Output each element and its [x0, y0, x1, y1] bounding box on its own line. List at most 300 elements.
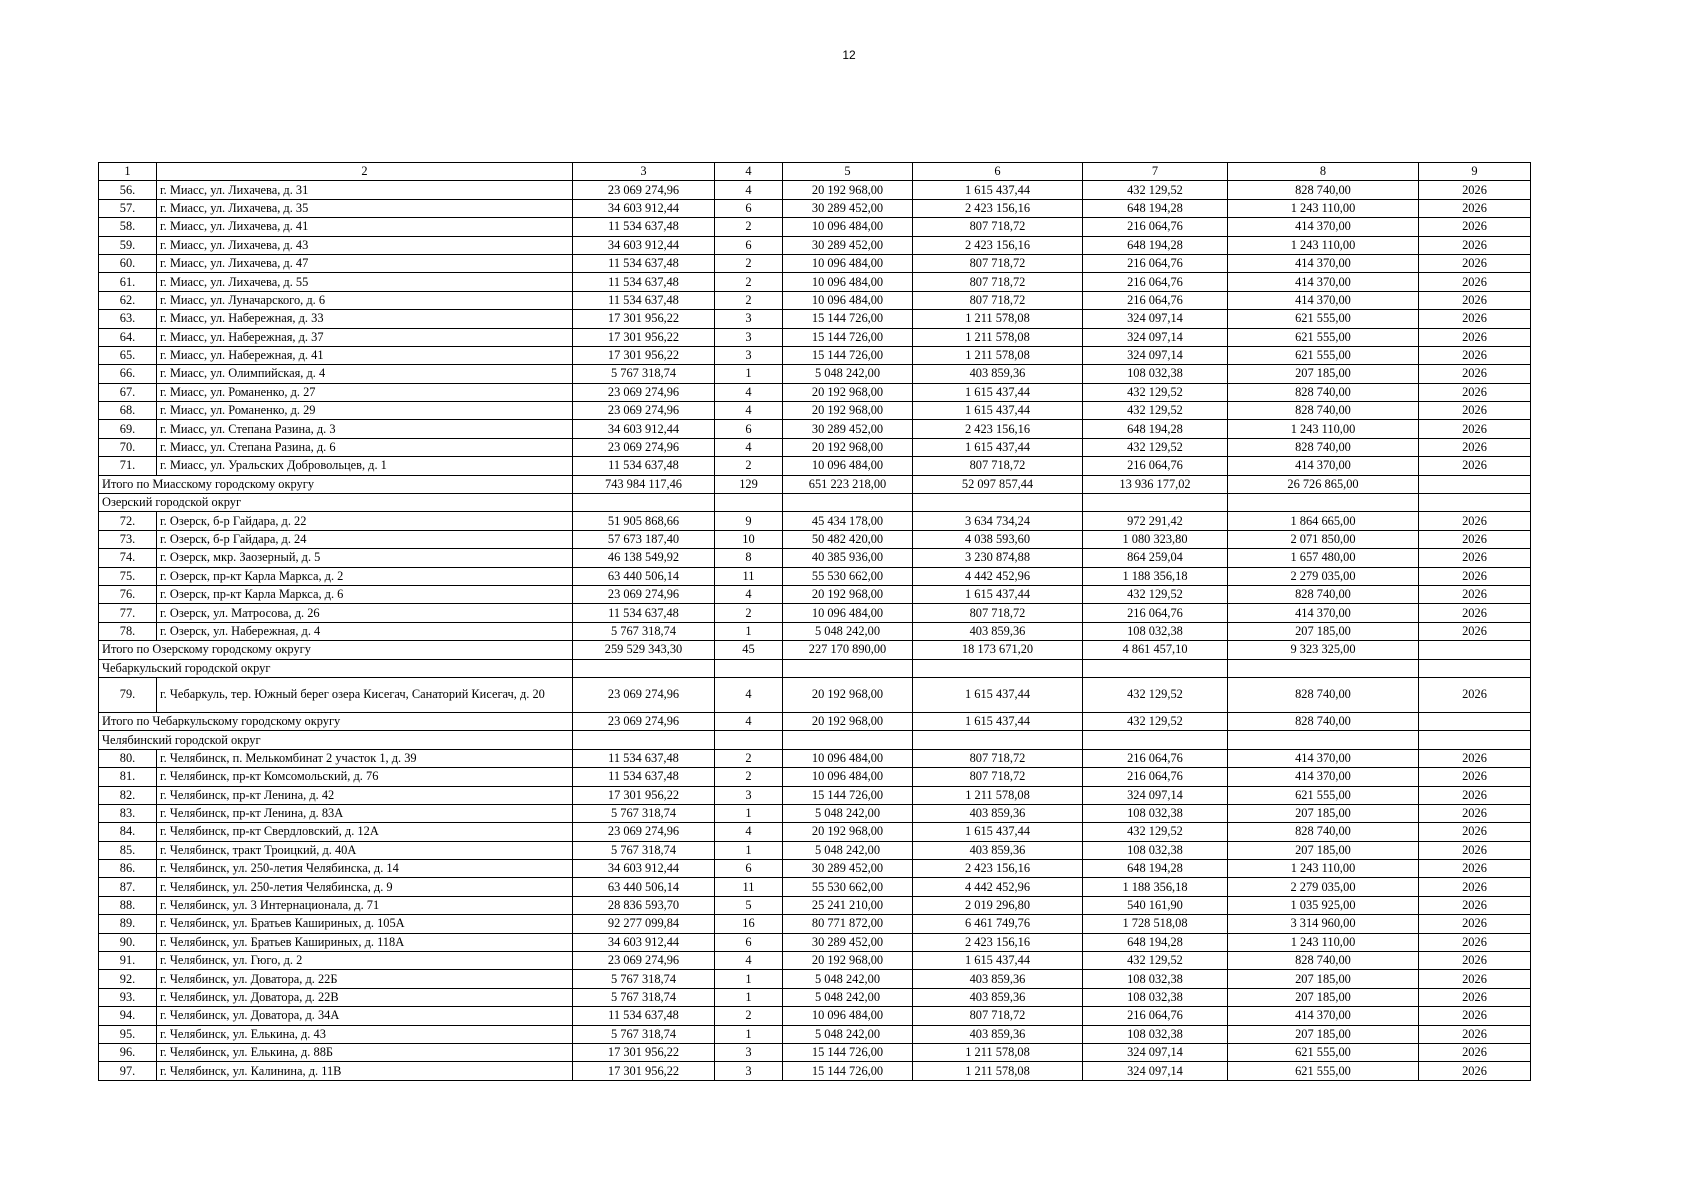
total-value-cell [1419, 641, 1531, 659]
total-value-cell: 743 984 117,46 [573, 475, 715, 493]
total-value-cell: 26 726 865,00 [1228, 475, 1419, 493]
row-number-cell: 91. [99, 952, 157, 970]
header-cell: 5 [783, 163, 913, 181]
value-cell: 34 603 912,44 [573, 860, 715, 878]
value-cell: 51 905 868,66 [573, 512, 715, 530]
value-cell: 324 097,14 [1083, 328, 1228, 346]
value-cell: 2 [715, 291, 783, 309]
empty-cell [573, 659, 715, 677]
row-number-cell: 62. [99, 291, 157, 309]
value-cell: 45 434 178,00 [783, 512, 913, 530]
row-number-cell: 77. [99, 604, 157, 622]
value-cell: 1 [715, 804, 783, 822]
table-row [99, 273, 1531, 291]
table-row [99, 604, 1531, 622]
value-cell: 1 615 437,44 [913, 181, 1083, 199]
value-cell: 5 767 318,74 [573, 804, 715, 822]
value-cell: 1 615 437,44 [913, 383, 1083, 401]
value-cell: 828 740,00 [1228, 677, 1419, 712]
value-cell: 414 370,00 [1228, 218, 1419, 236]
table-row [99, 915, 1531, 933]
value-cell: 414 370,00 [1228, 291, 1419, 309]
table-row [99, 457, 1531, 475]
value-cell: 648 194,28 [1083, 236, 1228, 254]
total-value-cell [1419, 712, 1531, 730]
value-cell: 2026 [1419, 530, 1531, 548]
value-cell: 15 144 726,00 [783, 1043, 913, 1061]
address-cell: г. Челябинск, ул. Елькина, д. 88Б [157, 1043, 573, 1061]
value-cell: 2 423 156,16 [913, 236, 1083, 254]
row-number-cell: 75. [99, 567, 157, 585]
value-cell: 2026 [1419, 346, 1531, 364]
total-value-cell: 828 740,00 [1228, 712, 1419, 730]
value-cell: 23 069 274,96 [573, 585, 715, 603]
address-cell: г. Челябинск, ул. 250-летия Челябинска, д. 14 [157, 860, 573, 878]
value-cell: 1 [715, 1025, 783, 1043]
value-cell: 10 096 484,00 [783, 768, 913, 786]
table-row [99, 970, 1531, 988]
total-label: Итого по Чебаркульскому городскому округу [99, 712, 573, 730]
value-cell: 414 370,00 [1228, 768, 1419, 786]
empty-cell [913, 659, 1083, 677]
section-title: Чебаркульский городской округ [99, 659, 573, 677]
row-number-cell: 74. [99, 549, 157, 567]
table-row [99, 952, 1531, 970]
value-cell: 324 097,14 [1083, 310, 1228, 328]
value-cell: 432 129,52 [1083, 585, 1228, 603]
table-row [99, 291, 1531, 309]
row-number-cell: 56. [99, 181, 157, 199]
value-cell: 55 530 662,00 [783, 567, 913, 585]
value-cell: 40 385 936,00 [783, 549, 913, 567]
total-row [99, 641, 1531, 659]
value-cell: 648 194,28 [1083, 199, 1228, 217]
value-cell: 20 192 968,00 [783, 438, 913, 456]
value-cell: 1 615 437,44 [913, 438, 1083, 456]
address-cell: г. Челябинск, пр-кт Комсомольский, д. 76 [157, 768, 573, 786]
value-cell: 1 243 110,00 [1228, 420, 1419, 438]
value-cell: 621 555,00 [1228, 1043, 1419, 1061]
table-row [99, 383, 1531, 401]
value-cell: 2 423 156,16 [913, 199, 1083, 217]
row-number-cell: 83. [99, 804, 157, 822]
value-cell: 1 211 578,08 [913, 786, 1083, 804]
value-cell: 3 314 960,00 [1228, 915, 1419, 933]
value-cell: 432 129,52 [1083, 402, 1228, 420]
address-cell: г. Челябинск, ул. Братьев Кашириных, д. 118А [157, 933, 573, 951]
address-cell: г. Челябинск, ул. 3 Интернационала, д. 71 [157, 896, 573, 914]
value-cell: 30 289 452,00 [783, 420, 913, 438]
value-cell: 2 [715, 254, 783, 272]
value-cell: 807 718,72 [913, 291, 1083, 309]
value-cell: 414 370,00 [1228, 604, 1419, 622]
row-number-cell: 61. [99, 273, 157, 291]
value-cell: 4 [715, 585, 783, 603]
address-cell: г. Миасс, ул. Уральских Добровольцев, д. 1 [157, 457, 573, 475]
value-cell: 20 192 968,00 [783, 952, 913, 970]
header-cell: 1 [99, 163, 157, 181]
value-cell: 2026 [1419, 365, 1531, 383]
value-cell: 5 [715, 896, 783, 914]
value-cell: 8 [715, 549, 783, 567]
table-row [99, 420, 1531, 438]
address-cell: г. Миасс, ул. Романенко, д. 27 [157, 383, 573, 401]
empty-cell [1419, 731, 1531, 749]
value-cell: 17 301 956,22 [573, 1062, 715, 1080]
empty-cell [913, 731, 1083, 749]
value-cell: 2 [715, 768, 783, 786]
address-cell: г. Миасс, ул. Лихачева, д. 41 [157, 218, 573, 236]
table-row [99, 549, 1531, 567]
table-row [99, 1007, 1531, 1025]
value-cell: 207 185,00 [1228, 1025, 1419, 1043]
value-cell: 621 555,00 [1228, 328, 1419, 346]
row-number-cell: 78. [99, 622, 157, 640]
value-cell: 2 [715, 1007, 783, 1025]
value-cell: 23 069 274,96 [573, 677, 715, 712]
header-cell: 7 [1083, 163, 1228, 181]
value-cell: 6 [715, 199, 783, 217]
value-cell: 864 259,04 [1083, 549, 1228, 567]
value-cell: 20 192 968,00 [783, 383, 913, 401]
value-cell: 2026 [1419, 1025, 1531, 1043]
empty-cell [1083, 731, 1228, 749]
row-number-cell: 80. [99, 749, 157, 767]
empty-cell [715, 659, 783, 677]
address-cell: г. Миасс, ул. Набережная, д. 37 [157, 328, 573, 346]
value-cell: 11 534 637,48 [573, 1007, 715, 1025]
address-cell: г. Озерск, б-р Гайдара, д. 22 [157, 512, 573, 530]
value-cell: 10 096 484,00 [783, 1007, 913, 1025]
address-cell: г. Миасс, ул. Набережная, д. 41 [157, 346, 573, 364]
address-cell: г. Миасс, ул. Степана Разина, д. 3 [157, 420, 573, 438]
value-cell: 4 [715, 823, 783, 841]
address-cell: г. Озерск, ул. Матросова, д. 26 [157, 604, 573, 622]
value-cell: 1 [715, 365, 783, 383]
value-cell: 2026 [1419, 549, 1531, 567]
value-cell: 108 032,38 [1083, 365, 1228, 383]
value-cell: 28 836 593,70 [573, 896, 715, 914]
data-table [98, 162, 1531, 1081]
empty-cell [715, 731, 783, 749]
value-cell: 2026 [1419, 310, 1531, 328]
value-cell: 2026 [1419, 604, 1531, 622]
empty-cell [1083, 494, 1228, 512]
value-cell: 4 442 452,96 [913, 567, 1083, 585]
value-cell: 1 615 437,44 [913, 952, 1083, 970]
value-cell: 432 129,52 [1083, 438, 1228, 456]
table-row [99, 768, 1531, 786]
value-cell: 216 064,76 [1083, 457, 1228, 475]
value-cell: 828 740,00 [1228, 181, 1419, 199]
value-cell: 1 243 110,00 [1228, 933, 1419, 951]
value-cell: 63 440 506,14 [573, 567, 715, 585]
value-cell: 80 771 872,00 [783, 915, 913, 933]
value-cell: 57 673 187,40 [573, 530, 715, 548]
value-cell: 3 [715, 328, 783, 346]
value-cell: 1 [715, 988, 783, 1006]
row-number-cell: 96. [99, 1043, 157, 1061]
value-cell: 34 603 912,44 [573, 236, 715, 254]
empty-cell [573, 731, 715, 749]
value-cell: 34 603 912,44 [573, 199, 715, 217]
value-cell: 207 185,00 [1228, 365, 1419, 383]
table-row [99, 841, 1531, 859]
value-cell: 403 859,36 [913, 1025, 1083, 1043]
value-cell: 2026 [1419, 1062, 1531, 1080]
value-cell: 20 192 968,00 [783, 181, 913, 199]
value-cell: 10 096 484,00 [783, 604, 913, 622]
value-cell: 4 442 452,96 [913, 878, 1083, 896]
value-cell: 6 461 749,76 [913, 915, 1083, 933]
value-cell: 4 [715, 181, 783, 199]
total-row [99, 712, 1531, 730]
empty-cell [913, 494, 1083, 512]
value-cell: 10 096 484,00 [783, 273, 913, 291]
value-cell: 30 289 452,00 [783, 933, 913, 951]
value-cell: 17 301 956,22 [573, 328, 715, 346]
value-cell: 207 185,00 [1228, 841, 1419, 859]
value-cell: 11 534 637,48 [573, 254, 715, 272]
row-number-cell: 87. [99, 878, 157, 896]
value-cell: 2026 [1419, 328, 1531, 346]
table-row [99, 236, 1531, 254]
table-row [99, 1025, 1531, 1043]
value-cell: 414 370,00 [1228, 1007, 1419, 1025]
section-title: Озерский городской округ [99, 494, 573, 512]
address-cell: г. Челябинск, пр-кт Ленина, д. 83А [157, 804, 573, 822]
row-number-cell: 86. [99, 860, 157, 878]
value-cell: 63 440 506,14 [573, 878, 715, 896]
value-cell: 2026 [1419, 860, 1531, 878]
total-value-cell: 651 223 218,00 [783, 475, 913, 493]
empty-cell [1419, 494, 1531, 512]
row-number-cell: 76. [99, 585, 157, 603]
value-cell: 2026 [1419, 254, 1531, 272]
value-cell: 216 064,76 [1083, 1007, 1228, 1025]
table-row [99, 310, 1531, 328]
value-cell: 5 767 318,74 [573, 1025, 715, 1043]
value-cell: 621 555,00 [1228, 310, 1419, 328]
value-cell: 20 192 968,00 [783, 677, 913, 712]
table-row [99, 438, 1531, 456]
value-cell: 1 615 437,44 [913, 402, 1083, 420]
table-row [99, 402, 1531, 420]
empty-cell [1228, 659, 1419, 677]
header-cell: 3 [573, 163, 715, 181]
value-cell: 216 064,76 [1083, 749, 1228, 767]
total-value-cell: 52 097 857,44 [913, 475, 1083, 493]
value-cell: 807 718,72 [913, 254, 1083, 272]
row-number-cell: 68. [99, 402, 157, 420]
page-number: 12 [842, 48, 856, 62]
value-cell: 2026 [1419, 786, 1531, 804]
table-row [99, 585, 1531, 603]
value-cell: 432 129,52 [1083, 677, 1228, 712]
value-cell: 25 241 210,00 [783, 896, 913, 914]
table-row [99, 933, 1531, 951]
address-cell: г. Челябинск, тракт Троицкий, д. 40А [157, 841, 573, 859]
total-value-cell: 9 323 325,00 [1228, 641, 1419, 659]
value-cell: 10 096 484,00 [783, 457, 913, 475]
value-cell: 15 144 726,00 [783, 346, 913, 364]
total-label: Итого по Озерскому городскому округу [99, 641, 573, 659]
address-cell: г. Чебаркуль, тер. Южный берег озера Кисегач, Санаторий Кисегач, д. 20 [157, 677, 573, 712]
value-cell: 11 534 637,48 [573, 768, 715, 786]
value-cell: 807 718,72 [913, 218, 1083, 236]
value-cell: 17 301 956,22 [573, 786, 715, 804]
value-cell: 2026 [1419, 970, 1531, 988]
empty-cell [783, 731, 913, 749]
value-cell: 5 048 242,00 [783, 804, 913, 822]
value-cell: 807 718,72 [913, 273, 1083, 291]
value-cell: 1 243 110,00 [1228, 236, 1419, 254]
value-cell: 216 064,76 [1083, 768, 1228, 786]
value-cell: 2026 [1419, 438, 1531, 456]
value-cell: 10 096 484,00 [783, 749, 913, 767]
address-cell: г. Миасс, ул. Лихачева, д. 47 [157, 254, 573, 272]
header-cell: 9 [1419, 163, 1531, 181]
value-cell: 11 534 637,48 [573, 457, 715, 475]
value-cell: 3 [715, 310, 783, 328]
empty-cell [1228, 731, 1419, 749]
value-cell: 1 035 925,00 [1228, 896, 1419, 914]
address-cell: г. Челябинск, пр-кт Свердловский, д. 12А [157, 823, 573, 841]
section-title: Челябинский городской округ [99, 731, 573, 749]
table-row [99, 878, 1531, 896]
value-cell: 2 [715, 604, 783, 622]
address-cell: г. Миасс, ул. Лихачева, д. 35 [157, 199, 573, 217]
value-cell: 3 [715, 786, 783, 804]
value-cell: 1 [715, 841, 783, 859]
section-row [99, 731, 1531, 749]
address-cell: г. Миасс, ул. Степана Разина, д. 6 [157, 438, 573, 456]
table-row [99, 1043, 1531, 1061]
table-row [99, 254, 1531, 272]
value-cell: 6 [715, 860, 783, 878]
table-row [99, 199, 1531, 217]
value-cell: 414 370,00 [1228, 457, 1419, 475]
value-cell: 432 129,52 [1083, 952, 1228, 970]
row-number-cell: 57. [99, 199, 157, 217]
value-cell: 5 048 242,00 [783, 622, 913, 640]
value-cell: 828 740,00 [1228, 383, 1419, 401]
value-cell: 2026 [1419, 420, 1531, 438]
row-number-cell: 93. [99, 988, 157, 1006]
value-cell: 972 291,42 [1083, 512, 1228, 530]
value-cell: 403 859,36 [913, 622, 1083, 640]
value-cell: 5 048 242,00 [783, 841, 913, 859]
address-cell: г. Челябинск, пр-кт Ленина, д. 42 [157, 786, 573, 804]
value-cell: 16 [715, 915, 783, 933]
value-cell: 10 096 484,00 [783, 218, 913, 236]
value-cell: 4 [715, 383, 783, 401]
address-cell: г. Озерск, пр-кт Карла Маркса, д. 2 [157, 567, 573, 585]
value-cell: 3 634 734,24 [913, 512, 1083, 530]
value-cell: 17 301 956,22 [573, 310, 715, 328]
value-cell: 6 [715, 236, 783, 254]
value-cell: 108 032,38 [1083, 841, 1228, 859]
address-cell: г. Миасс, ул. Набережная, д. 33 [157, 310, 573, 328]
value-cell: 5 048 242,00 [783, 365, 913, 383]
value-cell: 1 080 323,80 [1083, 530, 1228, 548]
row-number-cell: 63. [99, 310, 157, 328]
value-cell: 2026 [1419, 841, 1531, 859]
value-cell: 1 211 578,08 [913, 346, 1083, 364]
value-cell: 4 [715, 952, 783, 970]
value-cell: 2026 [1419, 988, 1531, 1006]
table-row [99, 786, 1531, 804]
row-number-cell: 81. [99, 768, 157, 786]
row-number-cell: 65. [99, 346, 157, 364]
row-number-cell: 64. [99, 328, 157, 346]
header-cell: 2 [157, 163, 573, 181]
address-cell: г. Челябинск, ул. 250-летия Челябинска, д. 9 [157, 878, 573, 896]
total-value-cell: 432 129,52 [1083, 712, 1228, 730]
value-cell: 20 192 968,00 [783, 402, 913, 420]
value-cell: 828 740,00 [1228, 585, 1419, 603]
value-cell: 5 767 318,74 [573, 365, 715, 383]
value-cell: 108 032,38 [1083, 804, 1228, 822]
value-cell: 50 482 420,00 [783, 530, 913, 548]
value-cell: 414 370,00 [1228, 254, 1419, 272]
value-cell: 621 555,00 [1228, 346, 1419, 364]
value-cell: 3 [715, 1043, 783, 1061]
value-cell: 403 859,36 [913, 841, 1083, 859]
value-cell: 11 [715, 878, 783, 896]
value-cell: 216 064,76 [1083, 218, 1228, 236]
address-cell: г. Челябинск, ул. Калинина, д. 11В [157, 1062, 573, 1080]
value-cell: 10 096 484,00 [783, 254, 913, 272]
row-number-cell: 60. [99, 254, 157, 272]
value-cell: 3 [715, 346, 783, 364]
value-cell: 648 194,28 [1083, 420, 1228, 438]
value-cell: 414 370,00 [1228, 273, 1419, 291]
value-cell: 4 [715, 438, 783, 456]
value-cell: 216 064,76 [1083, 254, 1228, 272]
total-value-cell: 227 170 890,00 [783, 641, 913, 659]
value-cell: 2026 [1419, 915, 1531, 933]
value-cell: 324 097,14 [1083, 1062, 1228, 1080]
value-cell: 807 718,72 [913, 457, 1083, 475]
value-cell: 2026 [1419, 236, 1531, 254]
table-row [99, 1062, 1531, 1080]
table-body [99, 181, 1531, 1080]
table-row [99, 218, 1531, 236]
value-cell: 2026 [1419, 567, 1531, 585]
total-value-cell: 20 192 968,00 [783, 712, 913, 730]
value-cell: 324 097,14 [1083, 786, 1228, 804]
value-cell: 6 [715, 420, 783, 438]
value-cell: 324 097,14 [1083, 1043, 1228, 1061]
section-row [99, 659, 1531, 677]
value-cell: 324 097,14 [1083, 346, 1228, 364]
address-cell: г. Миасс, ул. Романенко, д. 29 [157, 402, 573, 420]
value-cell: 648 194,28 [1083, 860, 1228, 878]
value-cell: 5 767 318,74 [573, 841, 715, 859]
table-row [99, 365, 1531, 383]
value-cell: 216 064,76 [1083, 604, 1228, 622]
value-cell: 23 069 274,96 [573, 181, 715, 199]
value-cell: 807 718,72 [913, 1007, 1083, 1025]
value-cell: 5 048 242,00 [783, 988, 913, 1006]
address-cell: г. Озерск, пр-кт Карла Маркса, д. 6 [157, 585, 573, 603]
value-cell: 207 185,00 [1228, 804, 1419, 822]
value-cell: 108 032,38 [1083, 988, 1228, 1006]
value-cell: 1 615 437,44 [913, 677, 1083, 712]
value-cell: 15 144 726,00 [783, 786, 913, 804]
empty-cell [783, 494, 913, 512]
